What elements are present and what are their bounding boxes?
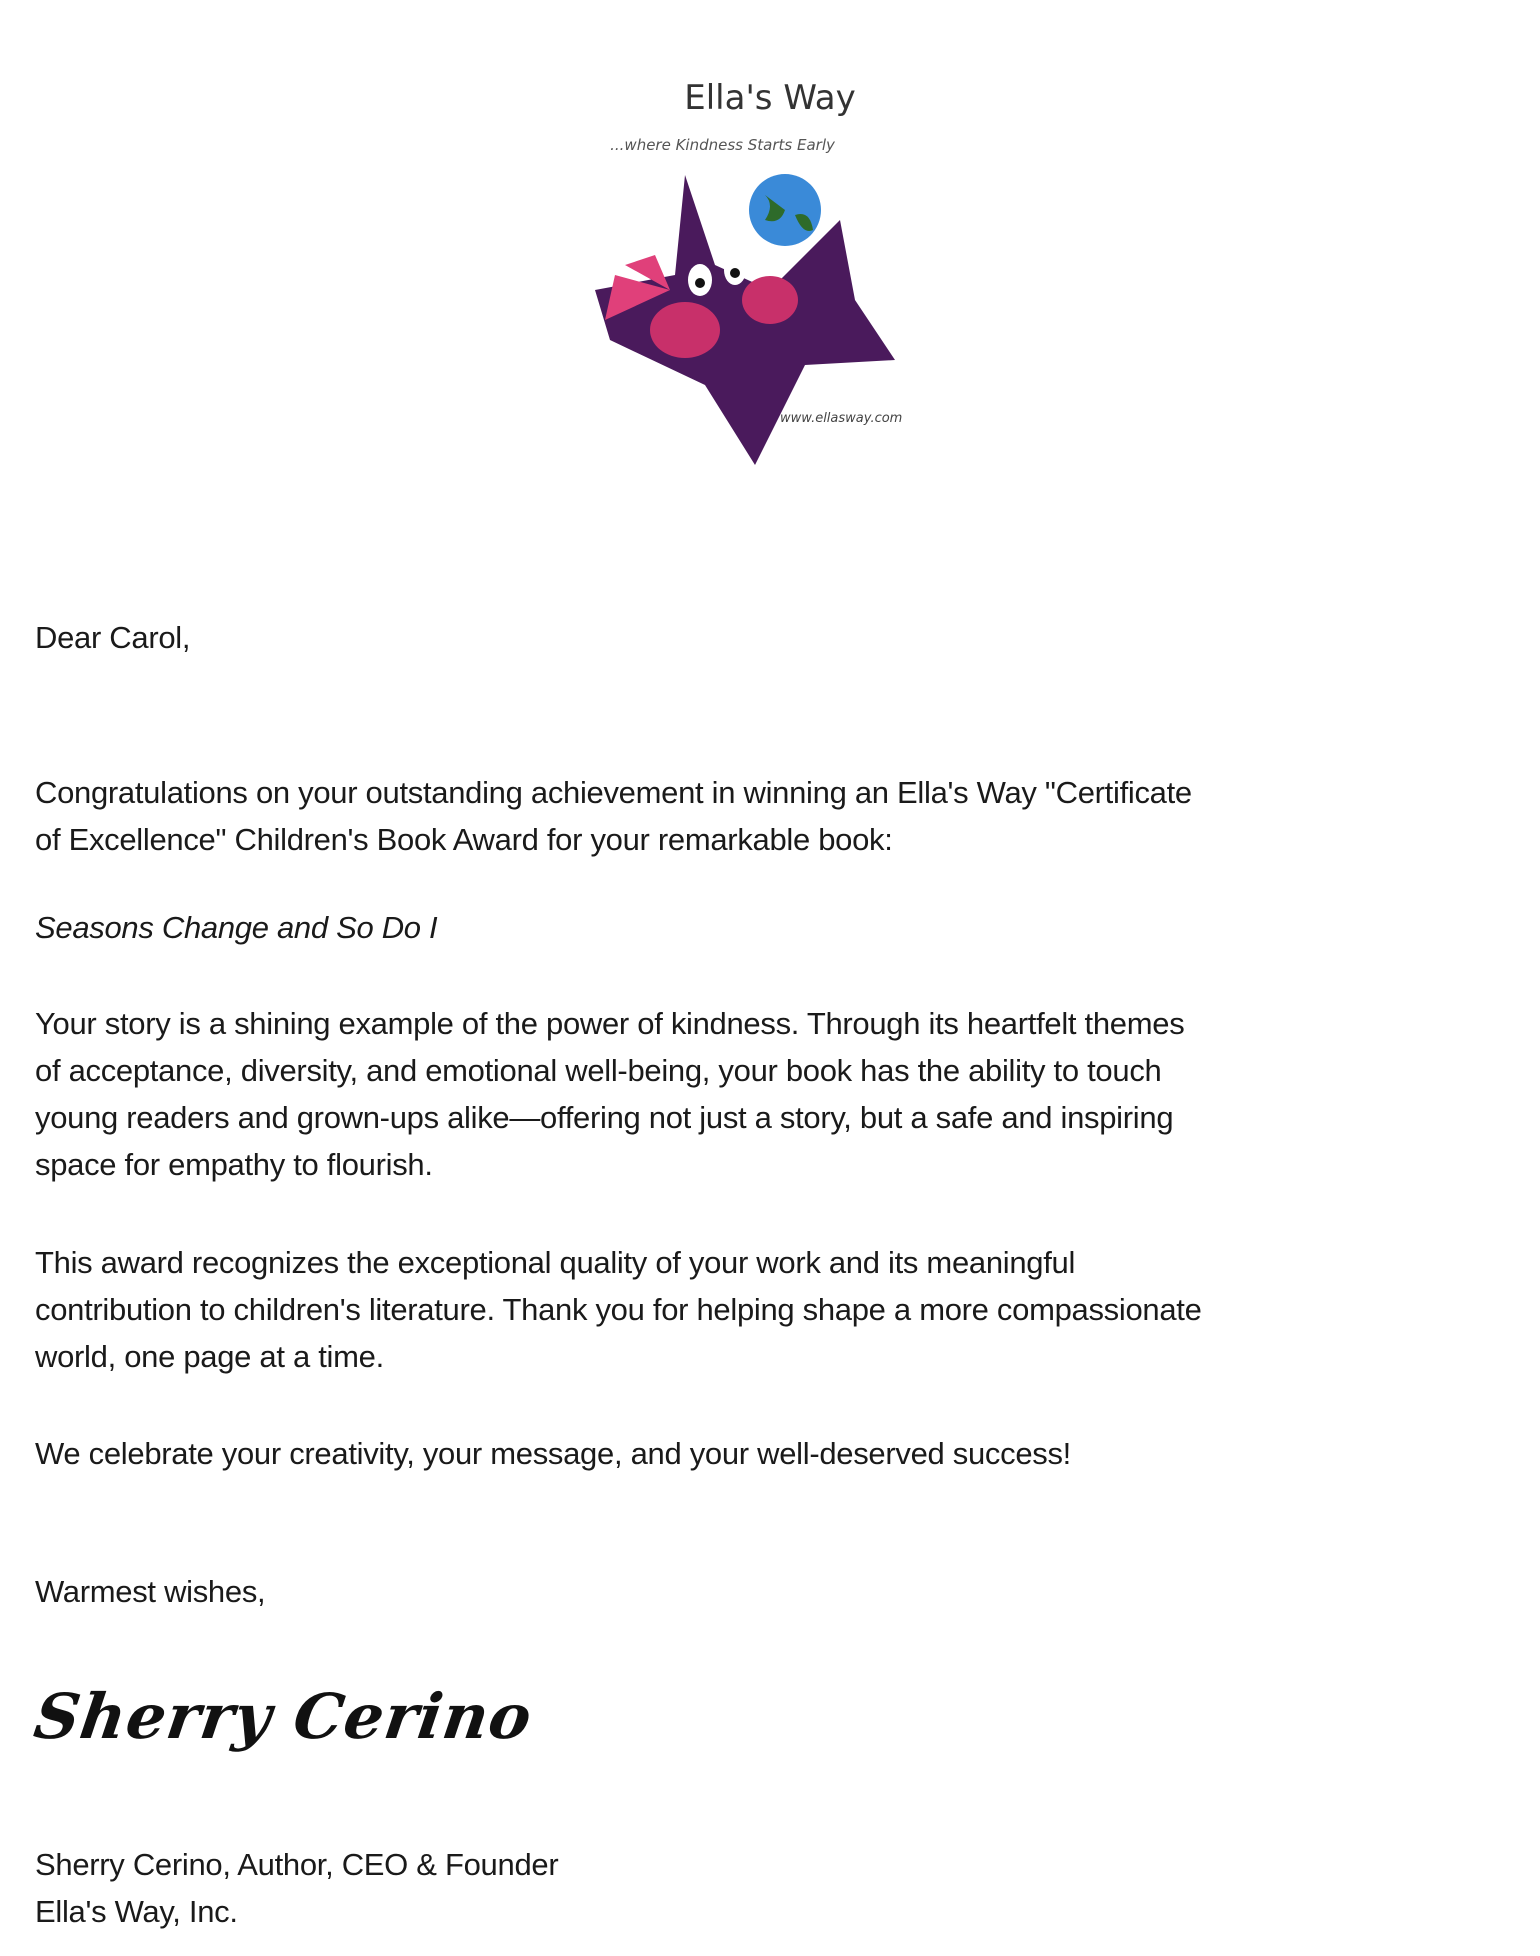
- text-line: world, one page at a time.: [35, 1339, 384, 1374]
- text-line: space for empathy to flourish.: [35, 1147, 433, 1182]
- text-line: of acceptance, diversity, and emotional well-being, your book has the ability to touch: [35, 1053, 1162, 1088]
- intro-paragraph: [35, 769, 1192, 863]
- text-line: Your story is a shining example of the power of kindness. Through its heartfelt themes: [35, 1006, 1185, 1041]
- text-line: of Excellence" Children's Book Award for your remarkable book:: [35, 822, 893, 857]
- book-title: Seasons Change and So Do I: [35, 910, 438, 945]
- closing: Warmest wishes,: [35, 1574, 266, 1609]
- signature: Sherry Cerino: [29, 1680, 537, 1753]
- salutation: Dear Carol,: [35, 620, 191, 655]
- logo-url: www.ellasway.com: [780, 411, 903, 426]
- text-line: This award recognizes the exceptional quality of your work and its meaningful: [35, 1245, 1076, 1280]
- closing-sentence: We celebrate your creativity, your message, and your well-deserved success!: [35, 1436, 1071, 1471]
- logo-title: Ella's Way: [684, 78, 856, 118]
- company-name: Ella's Way, Inc.: [35, 1894, 238, 1929]
- text-line: Congratulations on your outstanding achievement in winning an Ella's Way "Certificate: [35, 775, 1192, 810]
- paragraph-3: [35, 1239, 1202, 1380]
- signer-title: Sherry Cerino, Author, CEO & Founder: [35, 1847, 559, 1882]
- text-line: young readers and grown-ups alike—offering not just a story, but a safe and inspiring: [35, 1100, 1174, 1135]
- paragraph-2: [35, 1000, 1184, 1188]
- logo-tagline: ...where Kindness Starts Early: [610, 136, 835, 154]
- text-line: contribution to children's literature. Thank you for helping shape a more compassionate: [35, 1292, 1202, 1327]
